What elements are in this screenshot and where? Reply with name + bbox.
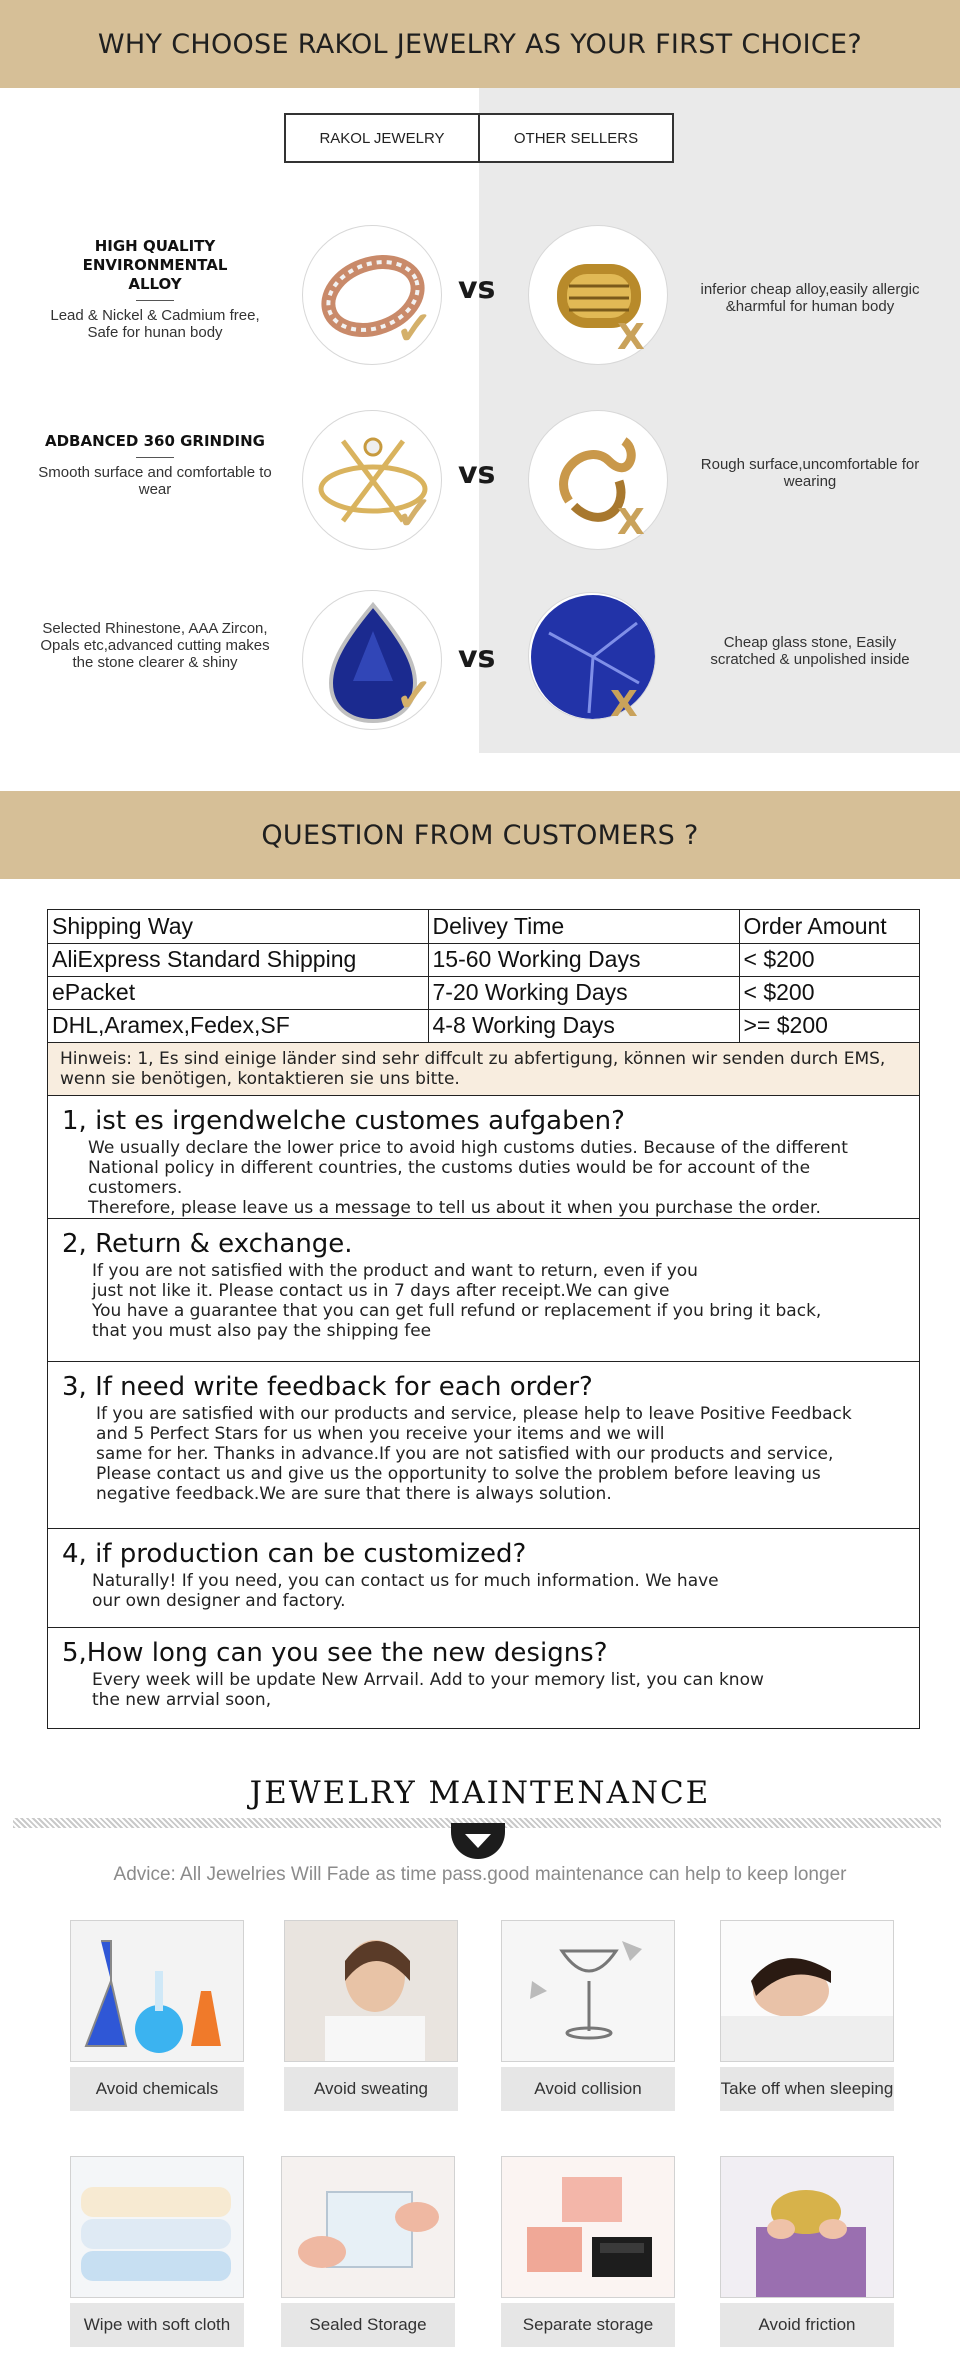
other-seller-desc: Rough surface,uncomfortable for wearing — [700, 456, 920, 490]
sealed-storage-image — [281, 2156, 455, 2298]
maintenance-title: JEWELRY MAINTENANCE — [249, 1775, 711, 1811]
faq-answer: If you are not satisfied with the product and want to return, even if you just not like it. Please contact us in 7 days after receipt.We can give You have a guarantee that you can get full refund or replacement if you bring it back, that you must also pay the shipping fee — [92, 1260, 822, 1341]
table-header: Shipping Way — [48, 910, 428, 943]
maintenance-card-cloth — [70, 2156, 244, 2347]
maintenance-caption: Avoid collision — [501, 2067, 675, 2111]
other-ring-image — [528, 225, 668, 365]
divider — [136, 457, 174, 458]
table-row — [48, 976, 919, 1009]
check-icon: ✓ — [395, 669, 434, 721]
table-cell: 4-8 Working Days — [428, 1009, 739, 1042]
faq-question: 1, ist es irgendwelche customes aufgaben? — [62, 1105, 625, 1136]
table-cell: 15-60 Working Days — [428, 943, 739, 976]
table-header: Order Amount — [739, 910, 919, 943]
maintenance-caption: Avoid chemicals — [70, 2067, 244, 2111]
table-header-row — [48, 910, 919, 943]
sleeping-woman-icon — [721, 1921, 894, 2062]
shipping-hint: Hinweis: 1, Es sind einige länder sind sehr diffcult zu abfertigung, können wir senden durch EMS, wenn sie benötigen, kontaktieren sie uns bitte. — [48, 1043, 919, 1096]
rakol-feature — [30, 237, 280, 341]
gold-band-ring-icon — [529, 226, 668, 365]
table-cell: 7-20 Working Days — [428, 976, 739, 1009]
other-ring-image — [528, 410, 668, 550]
table-cell: < $200 — [739, 943, 919, 976]
soft-cloth-image — [70, 2156, 244, 2298]
vs-label: vs — [458, 640, 496, 675]
woman-with-bag-icon — [721, 2157, 894, 2298]
table-header: Delivey Time — [428, 910, 739, 943]
cross-icon: X — [617, 317, 645, 358]
check-icon: ✓ — [395, 302, 434, 354]
maintenance-caption: Avoid friction — [720, 2303, 894, 2347]
maintenance-card-chemicals — [70, 1920, 244, 2111]
faq-item — [48, 1219, 919, 1362]
faq-answer: Naturally! If you need, you can contact us for much information. We have our own designer and factory. — [92, 1570, 719, 1611]
other-seller-desc: inferior cheap alloy,easily allergic &harmful for human body — [700, 281, 920, 315]
comparison-section — [0, 88, 960, 753]
faq-item — [48, 1529, 919, 1628]
broken-glass-icon — [502, 1921, 675, 2062]
jewelry-boxes-icon — [502, 2157, 675, 2298]
cross-icon: X — [610, 684, 638, 725]
folded-towels-icon — [71, 2157, 244, 2298]
comparison-header — [284, 113, 674, 163]
why-choose-title: WHY CHOOSE RAKOL JEWELRY AS YOUR FIRST CHOICE? — [97, 28, 863, 60]
table-cell: < $200 — [739, 976, 919, 1009]
faq-question: 5,How long can you see the new designs? — [62, 1637, 608, 1668]
chevron-down-icon — [451, 1823, 505, 1859]
feature-desc: Selected Rhinestone, AAA Zircon, Opals etc,advanced cutting makes the stone clearer & shiny — [40, 620, 270, 671]
rakol-feature — [30, 620, 280, 671]
feature-desc: Lead & Nickel & Cadmium free, Safe for hunan body — [50, 307, 260, 341]
feature-title: HIGH QUALITY ENVIRONMENTAL ALLOY — [82, 237, 228, 293]
table-cell: ePacket — [48, 976, 428, 1009]
feature-desc: Smooth surface and comfortable to wear — [38, 464, 272, 498]
faq-item — [48, 1362, 919, 1529]
lab-flask-icon — [71, 1921, 244, 2062]
faq-title: QUESTION FROM CUSTOMERS ? — [261, 819, 699, 851]
sleeping-image — [720, 1920, 894, 2062]
table-cell: AliExpress Standard Shipping — [48, 943, 428, 976]
comparison-row-stone — [0, 598, 960, 748]
other-seller-desc: Cheap glass stone, Easily scratched & unpolished inside — [710, 634, 910, 668]
separate-storage-image — [501, 2156, 675, 2298]
vs-label: vs — [458, 456, 496, 491]
comparison-row-grinding — [0, 406, 960, 556]
maintenance-caption: Take off when sleeping — [720, 2067, 894, 2111]
maintenance-card-friction — [720, 2156, 894, 2347]
maintenance-card-separate — [501, 2156, 675, 2347]
maintenance-caption: Avoid sweating — [284, 2067, 458, 2111]
maintenance-caption: Sealed Storage — [281, 2303, 455, 2347]
why-choose-banner — [0, 0, 960, 88]
maintenance-card-sleeping — [720, 1920, 894, 2111]
table-cell: DHL,Aramex,Fedex,SF — [48, 1009, 428, 1042]
faq-item — [48, 1096, 919, 1219]
friction-image — [720, 2156, 894, 2298]
faq-box — [47, 909, 920, 1729]
check-icon: ✓ — [395, 487, 434, 539]
shipping-table — [48, 910, 919, 1043]
rakol-feature — [30, 432, 280, 498]
chemicals-image — [70, 1920, 244, 2062]
table-row — [48, 943, 919, 976]
table-cell: >= $200 — [739, 1009, 919, 1042]
faq-answer: Every week will be update New Arrvail. Add to your memory list, you can know the new arrvial soon, — [92, 1669, 764, 1710]
zip-bag-hands-icon — [282, 2157, 455, 2298]
collision-image — [501, 1920, 675, 2062]
maintenance-caption: Separate storage — [501, 2303, 675, 2347]
cross-icon: X — [617, 502, 645, 543]
maintenance-card-collision — [501, 1920, 675, 2111]
vs-label: vs — [458, 271, 496, 306]
maintenance-card-sealed — [281, 2156, 455, 2347]
faq-question: 4, if production can be customized? — [62, 1538, 527, 1569]
tab-other-sellers: OTHER SELLERS — [478, 115, 672, 161]
faq-answer: We usually declare the lower price to avoid high customs duties. Because of the different National policy in different countries, the customs duties would be for account of the customers. Therefore, please leave us a message to tell us about it when you purchase the order. — [88, 1137, 848, 1218]
faq-answer: If you are satisfied with our products and service, please help to leave Positive Feedback and 5 Perfect Stars for us when you receive your items and we will same for her. Thanks in advance.If you are not satisfied with our products and service, Please contact us and give us the opportunity to solve the problem before leaving us negative feedback.We are sure that there is always solution. — [96, 1403, 852, 1504]
faq-question: 3, If need write feedback for each order? — [62, 1371, 593, 1402]
faq-banner — [0, 791, 960, 879]
table-row — [48, 1009, 919, 1042]
sweating-image — [284, 1920, 458, 2062]
maintenance-card-sweating — [284, 1920, 458, 2111]
woman-wiping-sweat-icon — [285, 1921, 458, 2062]
divider — [136, 300, 174, 301]
faq-question: 2, Return & exchange. — [62, 1228, 353, 1259]
maintenance-caption: Wipe with soft cloth — [70, 2303, 244, 2347]
tab-rakol-jewelry: RAKOL JEWELRY — [319, 129, 445, 147]
maintenance-advice: Advice: All Jewelries Will Fade as time pass.good maintenance can help to keep longer — [113, 1864, 847, 1885]
comparison-row-alloy — [0, 221, 960, 371]
knot-ring-icon — [529, 411, 668, 550]
feature-title: ADBANCED 360 GRINDING — [44, 432, 265, 450]
faq-item — [48, 1628, 919, 1729]
